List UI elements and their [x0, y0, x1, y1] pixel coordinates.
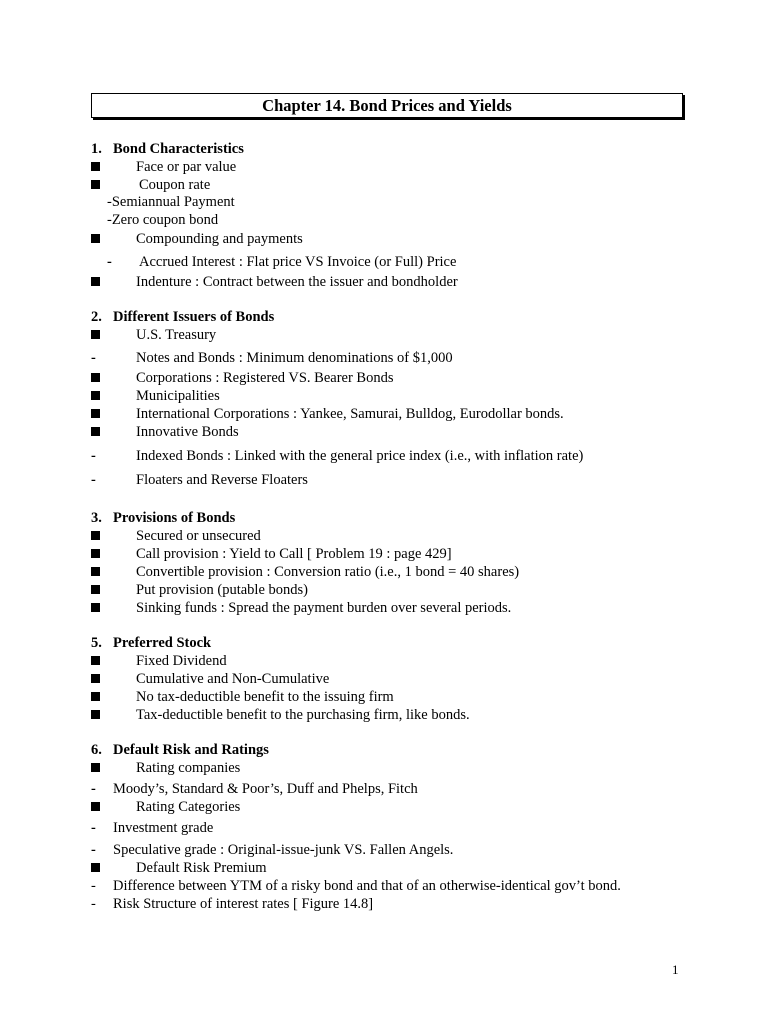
section-title: Different Issuers of Bonds: [113, 309, 275, 325]
square-bullet-icon: [91, 234, 100, 243]
dash-marker: -: [91, 472, 96, 488]
section-number: 1.: [91, 141, 102, 157]
section-heading-1: [91, 140, 244, 158]
square-bullet-icon: [91, 180, 100, 189]
square-bullet-icon: [91, 391, 100, 400]
square-bullet-icon: [91, 567, 100, 576]
dash-marker: -: [91, 820, 96, 836]
square-bullet-icon: [91, 656, 100, 665]
square-bullet-icon: [91, 427, 100, 436]
page-title: Chapter 14. Bond Prices and Yields: [91, 93, 683, 118]
square-bullet-icon: [91, 330, 100, 339]
square-bullet-icon: [91, 710, 100, 719]
section-title: Bond Characteristics: [113, 141, 244, 157]
dash-marker: -: [91, 448, 96, 464]
square-bullet-icon: [91, 692, 100, 701]
section-heading-2: [91, 308, 274, 326]
square-bullet-icon: [91, 763, 100, 772]
square-bullet-icon: [91, 277, 100, 286]
page-number: 1: [672, 962, 679, 977]
section-heading-3: [91, 509, 235, 527]
dash-marker: -: [91, 350, 96, 366]
dash-marker: -: [91, 781, 96, 797]
dash-marker: -: [107, 254, 112, 270]
section-title: Provisions of Bonds: [113, 510, 236, 526]
square-bullet-icon: [91, 603, 100, 612]
square-bullet-icon: [91, 585, 100, 594]
section-number: 5.: [91, 635, 102, 651]
square-bullet-icon: [91, 863, 100, 872]
square-bullet-icon: [91, 531, 100, 540]
dash-marker: -: [91, 842, 96, 858]
section-title: Preferred Stock: [113, 635, 212, 651]
square-bullet-icon: [91, 373, 100, 382]
section-heading-5: [91, 634, 211, 652]
square-bullet-icon: [91, 674, 100, 683]
dash-marker: -: [91, 878, 96, 894]
section-number: 2.: [91, 309, 102, 325]
square-bullet-icon: [91, 162, 100, 171]
section-heading-6: [91, 741, 269, 759]
section-number: 6.: [91, 742, 102, 758]
square-bullet-icon: [91, 549, 100, 558]
section-number: 3.: [91, 510, 102, 526]
square-bullet-icon: [91, 409, 100, 418]
section-title: Default Risk and Ratings: [113, 742, 269, 758]
dash-marker: -: [91, 896, 96, 912]
square-bullet-icon: [91, 802, 100, 811]
